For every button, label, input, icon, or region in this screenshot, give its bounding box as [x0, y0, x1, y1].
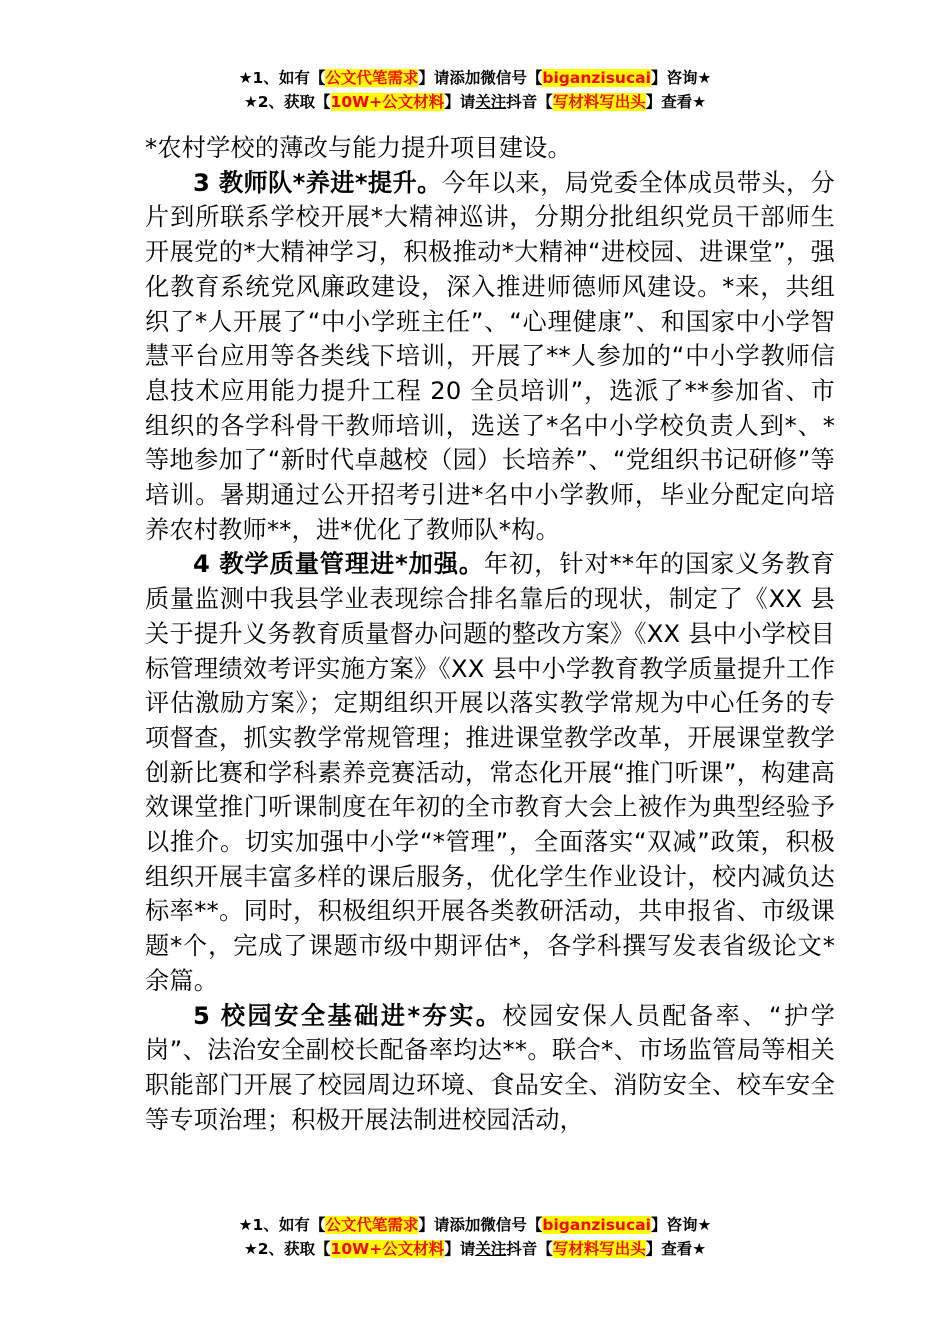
top-banner: [0, 66, 950, 114]
banner-text: 】查看★: [645, 93, 707, 111]
paragraph-1: [145, 166, 835, 548]
highlight-douyin: 写材料写出头: [552, 1240, 646, 1258]
bottom-banner: [0, 1213, 950, 1261]
banner-text: ★1、如有【: [238, 1216, 326, 1234]
banner-text: ★1、如有【: [238, 69, 326, 87]
document-body: [145, 131, 835, 1137]
banner-text: 】请: [444, 1240, 476, 1258]
highlight-materials: 10W+公文材料: [330, 1240, 445, 1258]
paragraph-heading: 3 教师队*养进*提升。: [193, 168, 442, 197]
banner-text: 】请添加微信号【: [418, 69, 543, 87]
banner-line-2: [0, 1237, 950, 1261]
underlined-follow: 关注: [475, 1240, 507, 1258]
paragraph-3: [145, 999, 835, 1138]
banner-line-1: [0, 1213, 950, 1237]
highlight-service: 公文代笔需求: [325, 69, 419, 87]
banner-text: 】请: [444, 93, 476, 111]
paragraph-text: 今年以来，局党委全体成员带头，分片到所联系学校开展*大精神巡讲，分期分批组织党员干部师生开展党的*大精神学习，积极推动*大精神“进校园、进课堂”，强化教育系统党风廉政建设，深入推进师德师风建设。*来，共组织了*人开展了“中小学班主任”、“心理健康”、和国家中小学智慧平台应用等各类线下培训，开展了**人参加的“中小学教师信息技术应用能力提升工程 20 全员培训”，选派了**参加省、市组织的各学科骨干教师培训，选送了*名中小学校负责人到*、*等地参加了“新时代卓越校（园）长培养”、“党组织书记研修”等培训。暑期通过公开招考引进*名中小学教师，毕业分配定向培养农村教师**，进*优化了教师队*构。: [145, 168, 836, 544]
banner-text: 】查看★: [645, 1240, 707, 1258]
banner-line-1: [0, 66, 950, 90]
banner-text: 】咨询★: [650, 69, 712, 87]
highlight-wechat-id: biganzisucai: [542, 1216, 651, 1234]
banner-text: ★2、获取【: [243, 1240, 331, 1258]
banner-text: 】请添加微信号【: [418, 1216, 543, 1234]
paragraph-heading: 4 教学质量管理进*加强。: [193, 550, 485, 579]
highlight-service: 公文代笔需求: [325, 1216, 419, 1234]
paragraph-text: 校园安保人员配备率、“护学岗”、法治安全副校长配备率均达**。联合*、市场监管局等相关职能部门开展了校园周边环境、食品安全、消防安全、校车安全等专项治理；积极开展法制进校园活动，: [145, 1001, 835, 1134]
highlight-douyin: 写材料写出头: [552, 93, 646, 111]
paragraph-text: 年初，针对**年的国家义务教育质量监测中我县学业表现综合排名靠后的现状，制定了《XX 县关于提升义务教育质量督办问题的整改方案》《XX 县中小学校目标管理绩效考评实施方案》《XX 县中小学教育教学质量提升工作评估激励方案》；定期组织开展以落实教学常规为中心任务的专项督查，抓实教学常规管理；推进课堂教学改革，开展课堂教学创新比赛和学科素养竞赛活动，常态化开展“推门听课”，构建高效课堂推门听课制度在年初的全市教育大会上被作为典型经验予以推介。切实加强中小学“*管理”，全面落实“双减”政策，积极组织开展丰富多样的课后服务，优化学生作业设计，校内减负达标率**。同时，积极组织开展各类教研活动，共申报省、市级课题*个，完成了课题市级中期评估*，各学科撰写发表省级论文*余篇。: [145, 550, 835, 995]
paragraph-2: [145, 547, 835, 998]
paragraph-heading: 5 校园安全基础进*夯实。: [193, 1001, 503, 1030]
banner-text: ★2、获取【: [243, 93, 331, 111]
banner-text: 抖音【: [506, 93, 553, 111]
banner-text: 】咨询★: [650, 1216, 712, 1234]
underlined-follow: 关注: [475, 93, 507, 111]
highlight-materials: 10W+公文材料: [330, 93, 445, 111]
banner-text: 抖音【: [506, 1240, 553, 1258]
banner-line-2: [0, 90, 950, 114]
paragraph-0: *农村学校的薄改与能力提升项目建设。: [145, 134, 572, 162]
highlight-wechat-id: biganzisucai: [542, 69, 651, 87]
